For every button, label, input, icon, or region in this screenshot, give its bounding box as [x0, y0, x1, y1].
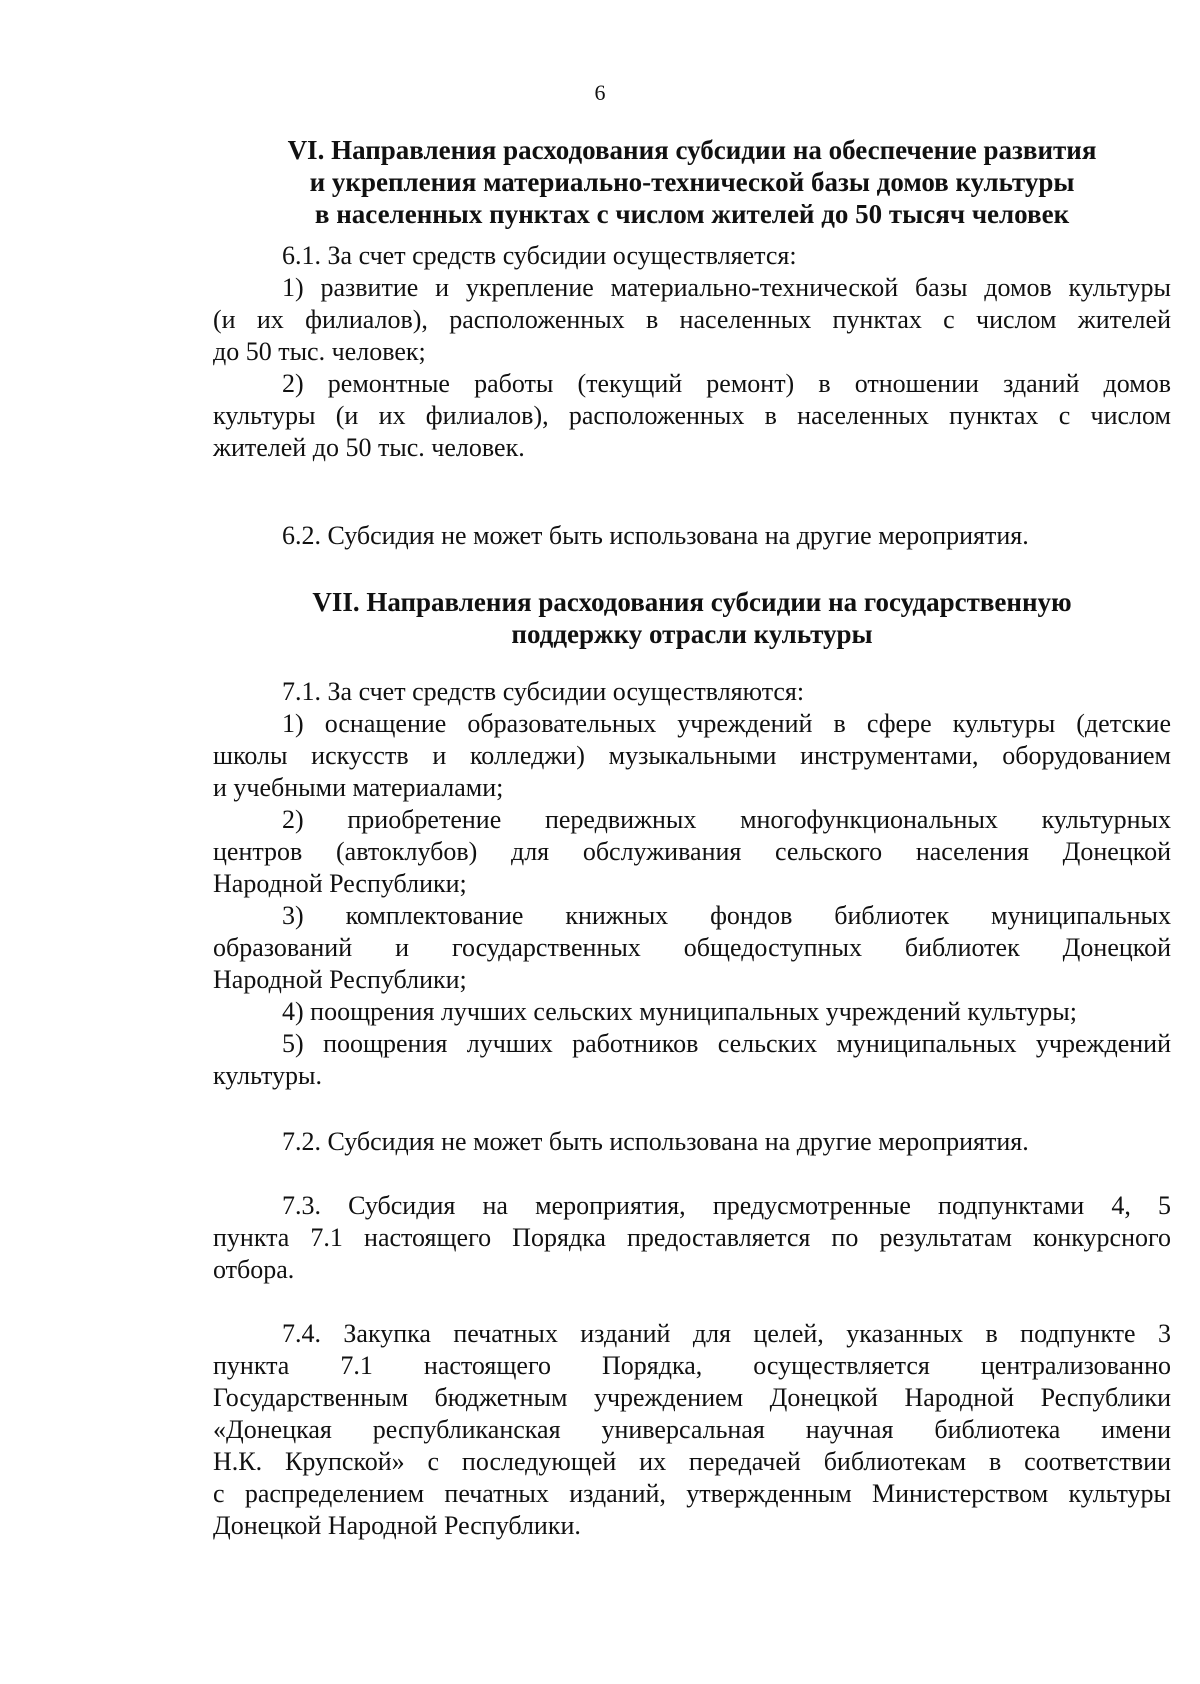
paragraph-line: 3) комплектование книжных фондов библиотек муниципальных	[282, 901, 1171, 930]
heading-line: VI. Направления расходования субсидии на обеспечение развития	[287, 135, 1097, 165]
paragraph-line: (и их филиалов), расположенных в населенных пунктах с числом жителей	[213, 305, 1171, 334]
paragraph-line: Донецкой Народной Республики.	[213, 1511, 581, 1540]
paragraph-line: 7.1. За счет средств субсидии осуществляются:	[282, 677, 805, 706]
paragraph-line: Н.К. Крупской» с последующей их передачей библиотекам в соответствии	[213, 1447, 1171, 1476]
paragraph-7-4	[213, 1318, 1171, 1542]
paragraph-line: 7.3. Субсидия на мероприятия, предусмотренные подпунктами 4, 5	[282, 1191, 1171, 1220]
paragraph-line: 4) поощрения лучших сельских муниципальных учреждений культуры;	[282, 997, 1077, 1026]
paragraph-line: 7.4. Закупка печатных изданий для целей, указанных в подпункте 3	[282, 1319, 1171, 1348]
paragraph-line: 2) ремонтные работы (текущий ремонт) в отношении зданий домов	[282, 369, 1171, 398]
paragraph-line: «Донецкая республиканская универсальная научная библиотека имени	[213, 1415, 1171, 1444]
paragraph-line: центров (автоклубов) для обслуживания сельского населения Донецкой	[213, 837, 1171, 866]
paragraph-line: 7.2. Субсидия не может быть использована на другие мероприятия.	[282, 1127, 1029, 1156]
paragraph-line: и учебными материалами;	[213, 773, 504, 802]
paragraph-line: с распределением печатных изданий, утвержденным Министерством культуры	[213, 1479, 1171, 1508]
section-7-heading	[213, 586, 1171, 650]
heading-line: VII. Направления расходования субсидии на государственную	[312, 587, 1072, 617]
paragraph-line: 2) приобретение передвижных многофункциональных культурных	[282, 805, 1171, 834]
paragraph-line: Народной Республики;	[213, 869, 467, 898]
paragraph-line: 6.1. За счет средств субсидии осуществляется:	[282, 241, 797, 270]
heading-line: и укрепления материально-технической базы домов культуры	[309, 167, 1075, 197]
paragraph-line: до 50 тыс. человек;	[213, 337, 426, 366]
paragraph-7-3	[213, 1190, 1171, 1286]
paragraph-line: жителей до 50 тыс. человек.	[213, 433, 525, 462]
paragraph-line: пункта 7.1 настоящего Порядка предоставляется по результатам конкурсного	[213, 1223, 1171, 1252]
paragraph-6-1	[213, 240, 1171, 464]
paragraph-line: школы искусств и колледжи) музыкальными инструментами, оборудованием	[213, 741, 1171, 770]
paragraph-line: пункта 7.1 настоящего Порядка, осуществляется централизованно	[213, 1351, 1171, 1380]
page-number: 6	[594, 80, 606, 105]
paragraph-line: Государственным бюджетным учреждением Донецкой Народной Республики	[213, 1383, 1171, 1412]
paragraph-line: образований и государственных общедоступных библиотек Донецкой	[213, 933, 1171, 962]
paragraph-line: 1) развитие и укрепление материально-технической базы домов культуры	[282, 273, 1171, 302]
paragraph-line: отбора.	[213, 1255, 295, 1284]
paragraph-line: Народной Республики;	[213, 965, 467, 994]
heading-line: в населенных пунктах с числом жителей до 50 тысяч человек	[314, 199, 1070, 229]
section-6-heading	[213, 134, 1171, 230]
paragraph-6-2	[213, 520, 1171, 552]
paragraph-7-1	[213, 676, 1171, 1092]
paragraph-line: культуры (и их филиалов), расположенных в населенных пунктах с числом	[213, 401, 1171, 430]
paragraph-7-2	[213, 1126, 1171, 1158]
paragraph-line: 5) поощрения лучших работников сельских муниципальных учреждений	[282, 1029, 1171, 1058]
heading-line: поддержку отрасли культуры	[511, 619, 873, 649]
paragraph-line: 1) оснащение образовательных учреждений в сфере культуры (детские	[282, 709, 1171, 738]
paragraph-line: 6.2. Субсидия не может быть использована на другие мероприятия.	[282, 521, 1029, 550]
paragraph-line: культуры.	[213, 1061, 322, 1090]
